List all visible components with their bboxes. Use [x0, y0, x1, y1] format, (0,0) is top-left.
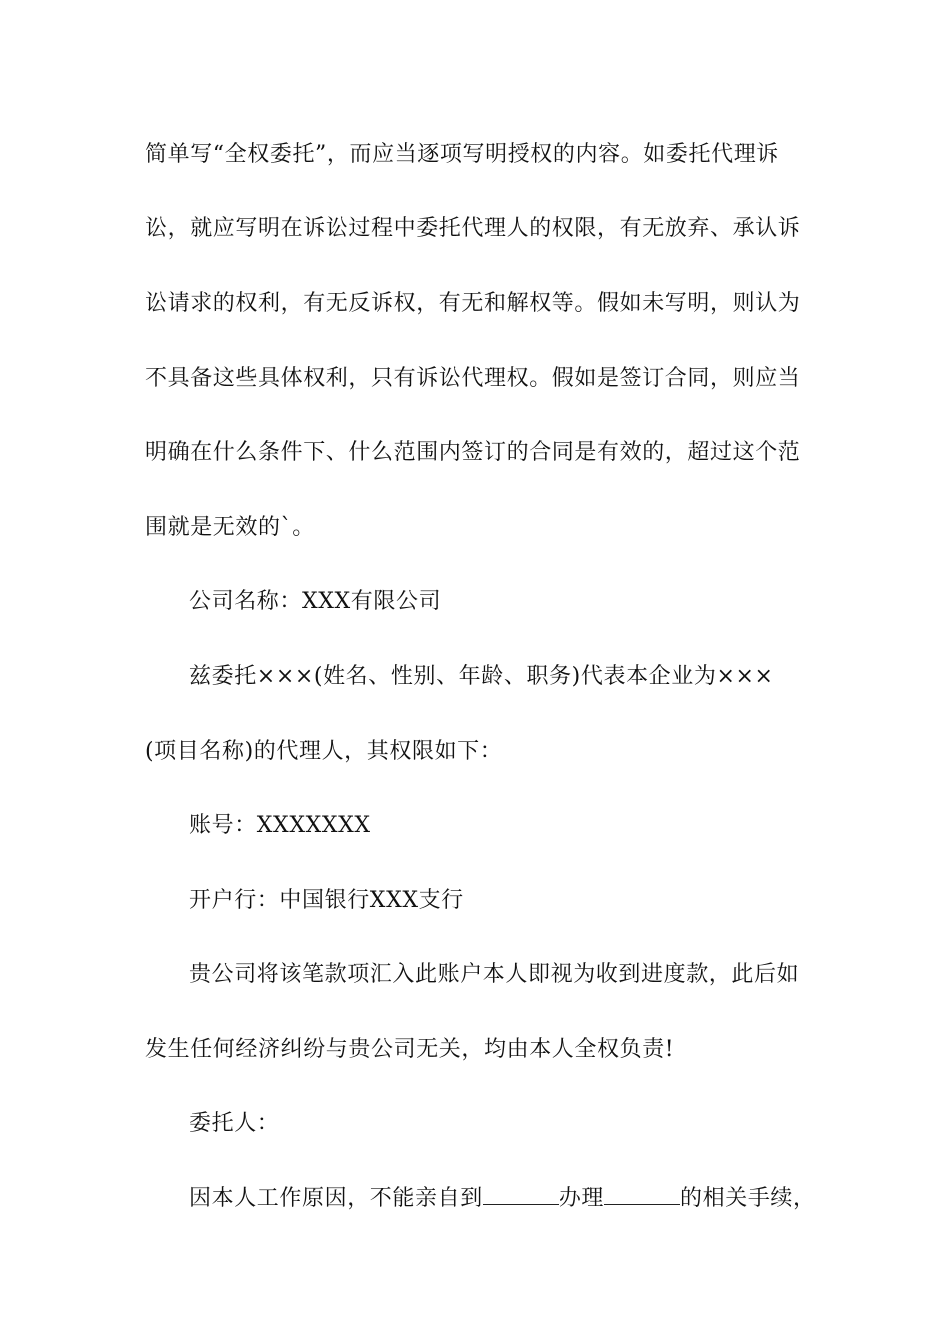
- paragraph-1-line-4: 不具备这些具体权利，只有诉讼代理权。假如是签订合同，则应当: [145, 366, 801, 391]
- entrust-line-2: (项目名称)的代理人，其权限如下：: [145, 739, 503, 764]
- payment-line-1: 贵公司将该笔款项汇入此账户本人即视为收到进度款，此后如: [189, 962, 800, 987]
- reason-text-1: 因本人工作原因，不能亲自到: [189, 1186, 483, 1211]
- paragraph-1-line-1: 简单写“全权委托”，而应当逐项写明授权的内容。如委托代理诉: [145, 142, 779, 167]
- blank-location: [483, 1186, 559, 1205]
- reason-line: [189, 1184, 816, 1214]
- paragraph-1-line-6: 围就是无效的`。: [145, 515, 315, 540]
- company-name: 公司名称：XXX有限公司: [189, 589, 442, 614]
- paragraph-1-line-2: 讼，就应写明在诉讼过程中委托代理人的权限，有无放弃、承认诉: [145, 216, 801, 241]
- opening-bank: 开户行：中国银行XXX支行: [189, 888, 464, 913]
- reason-text-3: 的相关手续，: [680, 1186, 816, 1211]
- account-number: 账号：XXXXXXX: [189, 813, 371, 838]
- paragraph-1-line-5: 明确在什么条件下、什么范围内签订的合同是有效的，超过这个范: [145, 440, 801, 465]
- blank-matter: [604, 1186, 680, 1205]
- principal-label: 委托人：: [189, 1111, 280, 1136]
- paragraph-1-line-3: 讼请求的权利，有无反诉权，有无和解权等。假如未写明，则认为: [145, 291, 801, 316]
- entrust-line-1: 兹委托×××(姓名、性别、年龄、职务)代表本企业为×××: [189, 664, 774, 689]
- reason-text-2: 办理: [558, 1186, 605, 1211]
- payment-line-2: 发生任何经济纠纷与贵公司无关，均由本人全权负责!: [145, 1037, 675, 1062]
